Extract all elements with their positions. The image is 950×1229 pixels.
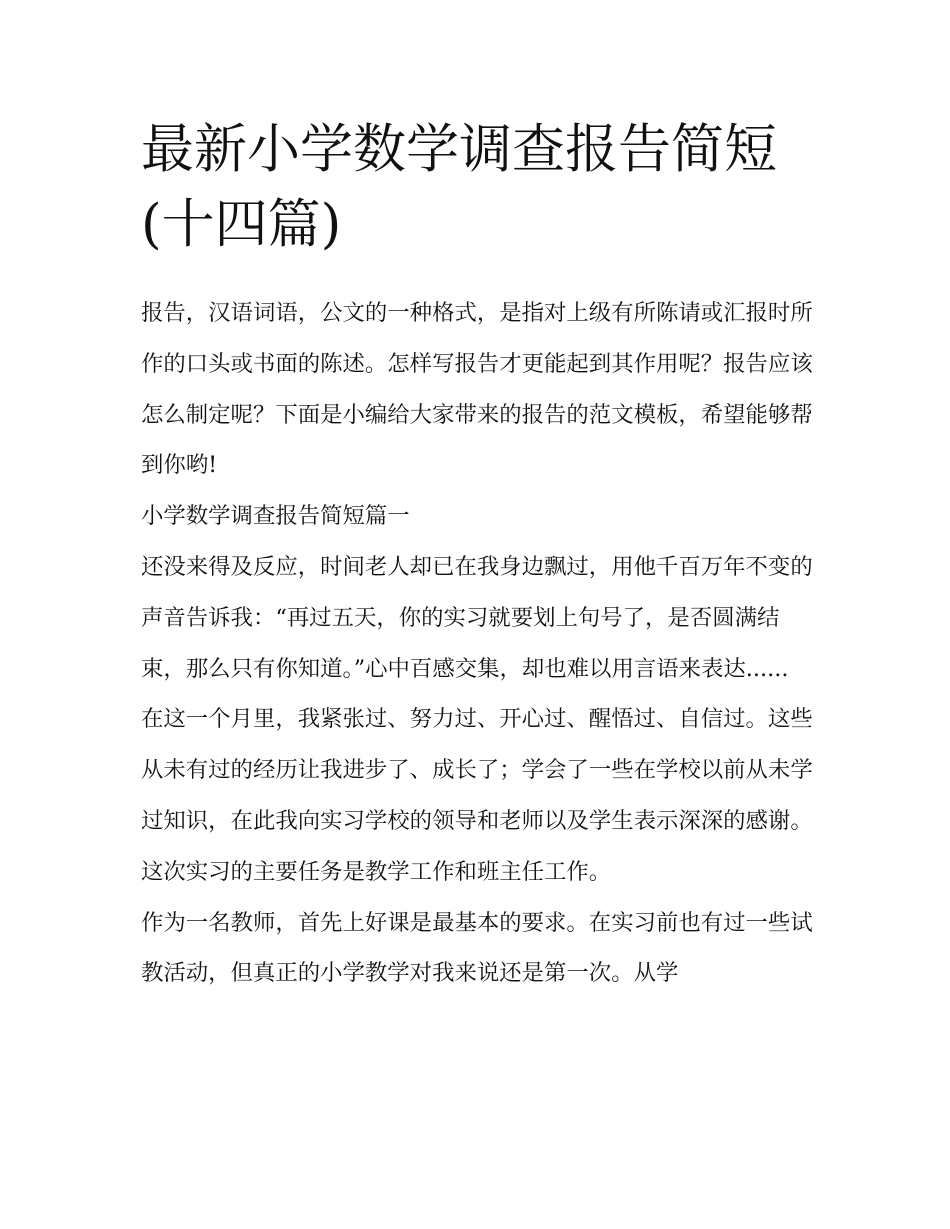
body-paragraph: 在这一个月里，我紧张过、努力过、开心过、醒悟过、自信过。这些从未有过的经历让我进步了、成长了；学会了一些在学校以前从未学过知识，在此我向实习学校的领导和老师以及学生表示深深的感谢。 (141, 706, 813, 834)
body-paragraph: 作为一名教师，首先上好课是最基本的要求。在实习前也有过一些试教活动，但真正的小学教学对我来说还是第一次。从学 (141, 909, 813, 987)
section-heading: 小学数学调查报告简短篇一 (141, 503, 410, 530)
body-paragraph: 这次实习的主要任务是教学工作和班主任工作。 (141, 858, 612, 885)
document-title: 最新小学数学调查报告简短(十四篇) (141, 119, 777, 255)
body-paragraph: 还没来得及反应，时间老人却已在我身边飘过，用他千百万年不变的声音告诉我：“再过五天，你的实习就要划上句号了，是否圆满结束，那么只有你知道。”心中百感交集，却也难以用言语来表达...... (141, 553, 813, 682)
document-page (141, 112, 813, 999)
intro-paragraph: 报告，汉语词语，公文的一种格式，是指对上级有所陈请或汇报时所作的口头或书面的陈述。怎样写报告才更能起到其作用呢？报告应该怎么制定呢？下面是小编给大家带来的报告的范文模板，希望能够帮到你哟! (141, 300, 813, 479)
